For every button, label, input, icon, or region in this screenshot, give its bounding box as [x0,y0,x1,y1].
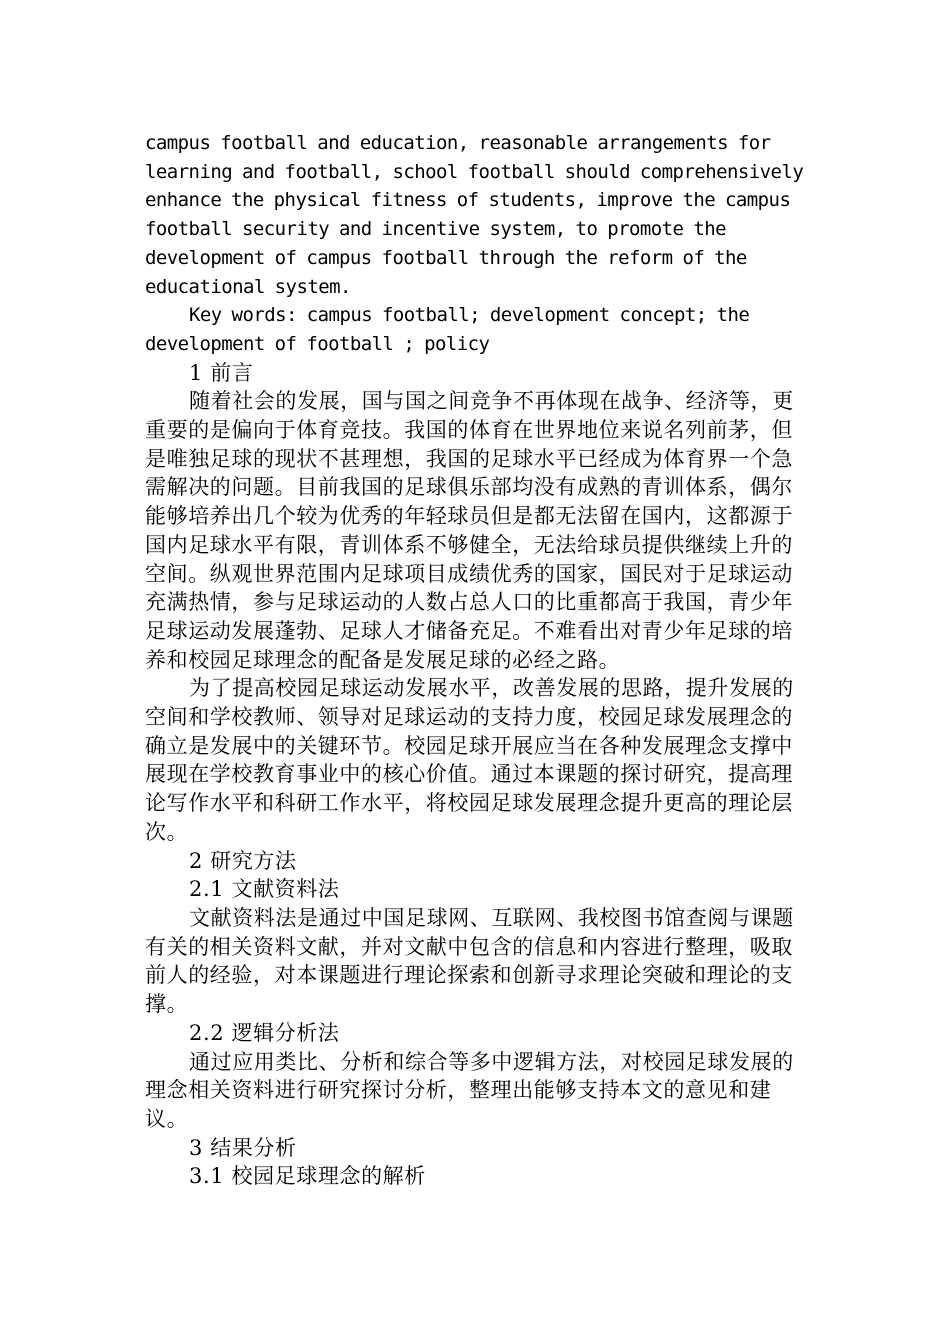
section-2-1-paragraph: 文献资料法是通过中国足球网、互联网、我校图书馆查阅与课题有关的相关资料文献，并对文献中包含的信息和内容进行整理，吸取前人的经验，对本课题进行理论探索和创新寻求理论突破和理论的支撑。 [145,905,794,1017]
section-3-heading: 3 结果分析 [189,1135,297,1160]
section-1-paragraph-1: 随着社会的发展，国与国之间竞争不再体现在战争、经济等，更重要的是偏向于体育竞技。我国的体育在世界地位来说名列前茅，但是唯独足球的现状不甚理想，我国的足球水平已经成为体育界一个急需解决的问题。目前我国的足球俱乐部均没有成熟的青训体系，偶尔能够培养出几个较为优秀的年轻球员但是都无法留在国内，这都源于国内足球水平有限，青训体系不够健全，无法给球员提供继续上升的空间。纵观世界范围内足球项目成绩优秀的国家，国民对于足球运动充满热情，参与足球运动的人数占总人口的比重都高于我国，青少年足球运动发展蓬勃、足球人才储备充足。不难看出对青少年足球的培养和校园足球理念的配备是发展足球的必经之路。 [145,389,794,672]
section-2-1-heading: 2.1 文献资料法 [189,877,340,902]
chinese-body [145,359,810,1191]
abstract-tail-paragraph: campus football and education, reasonable arrangements for learning and football, school football should comprehensively enhance the physical fitness of students, improve the campus football security and incentive system, to promote the development of campus football through the reform of the educational system. [145,132,804,298]
english-abstract [145,129,810,359]
keywords-paragraph: Key words: campus football; development concept; the development of football ; policy [145,304,750,355]
section-2-heading: 2 研究方法 [189,848,297,873]
section-3-1-heading: 3.1 校园足球理念的解析 [189,1164,426,1189]
section-2-2-paragraph: 通过应用类比、分析和综合等多中逻辑方法，对校园足球发展的理念相关资料进行研究探讨分析，整理出能够支持本文的意见和建议。 [145,1049,794,1131]
section-1-heading: 1 前言 [189,360,254,385]
section-1-paragraph-2: 为了提高校园足球运动发展水平，改善发展的思路，提升发展的空间和学校教师、领导对足球运动的支持力度，校园足球发展理念的确立是发展中的关键环节。校园足球开展应当在各种发展理念支撑中展现在学校教育事业中的核心价值。通过本课题的探讨研究，提高理论写作水平和科研工作水平，将校园足球发展理念提升更高的理论层次。 [145,676,794,844]
section-2-2-heading: 2.2 逻辑分析法 [189,1020,340,1045]
document-page [145,129,810,1191]
